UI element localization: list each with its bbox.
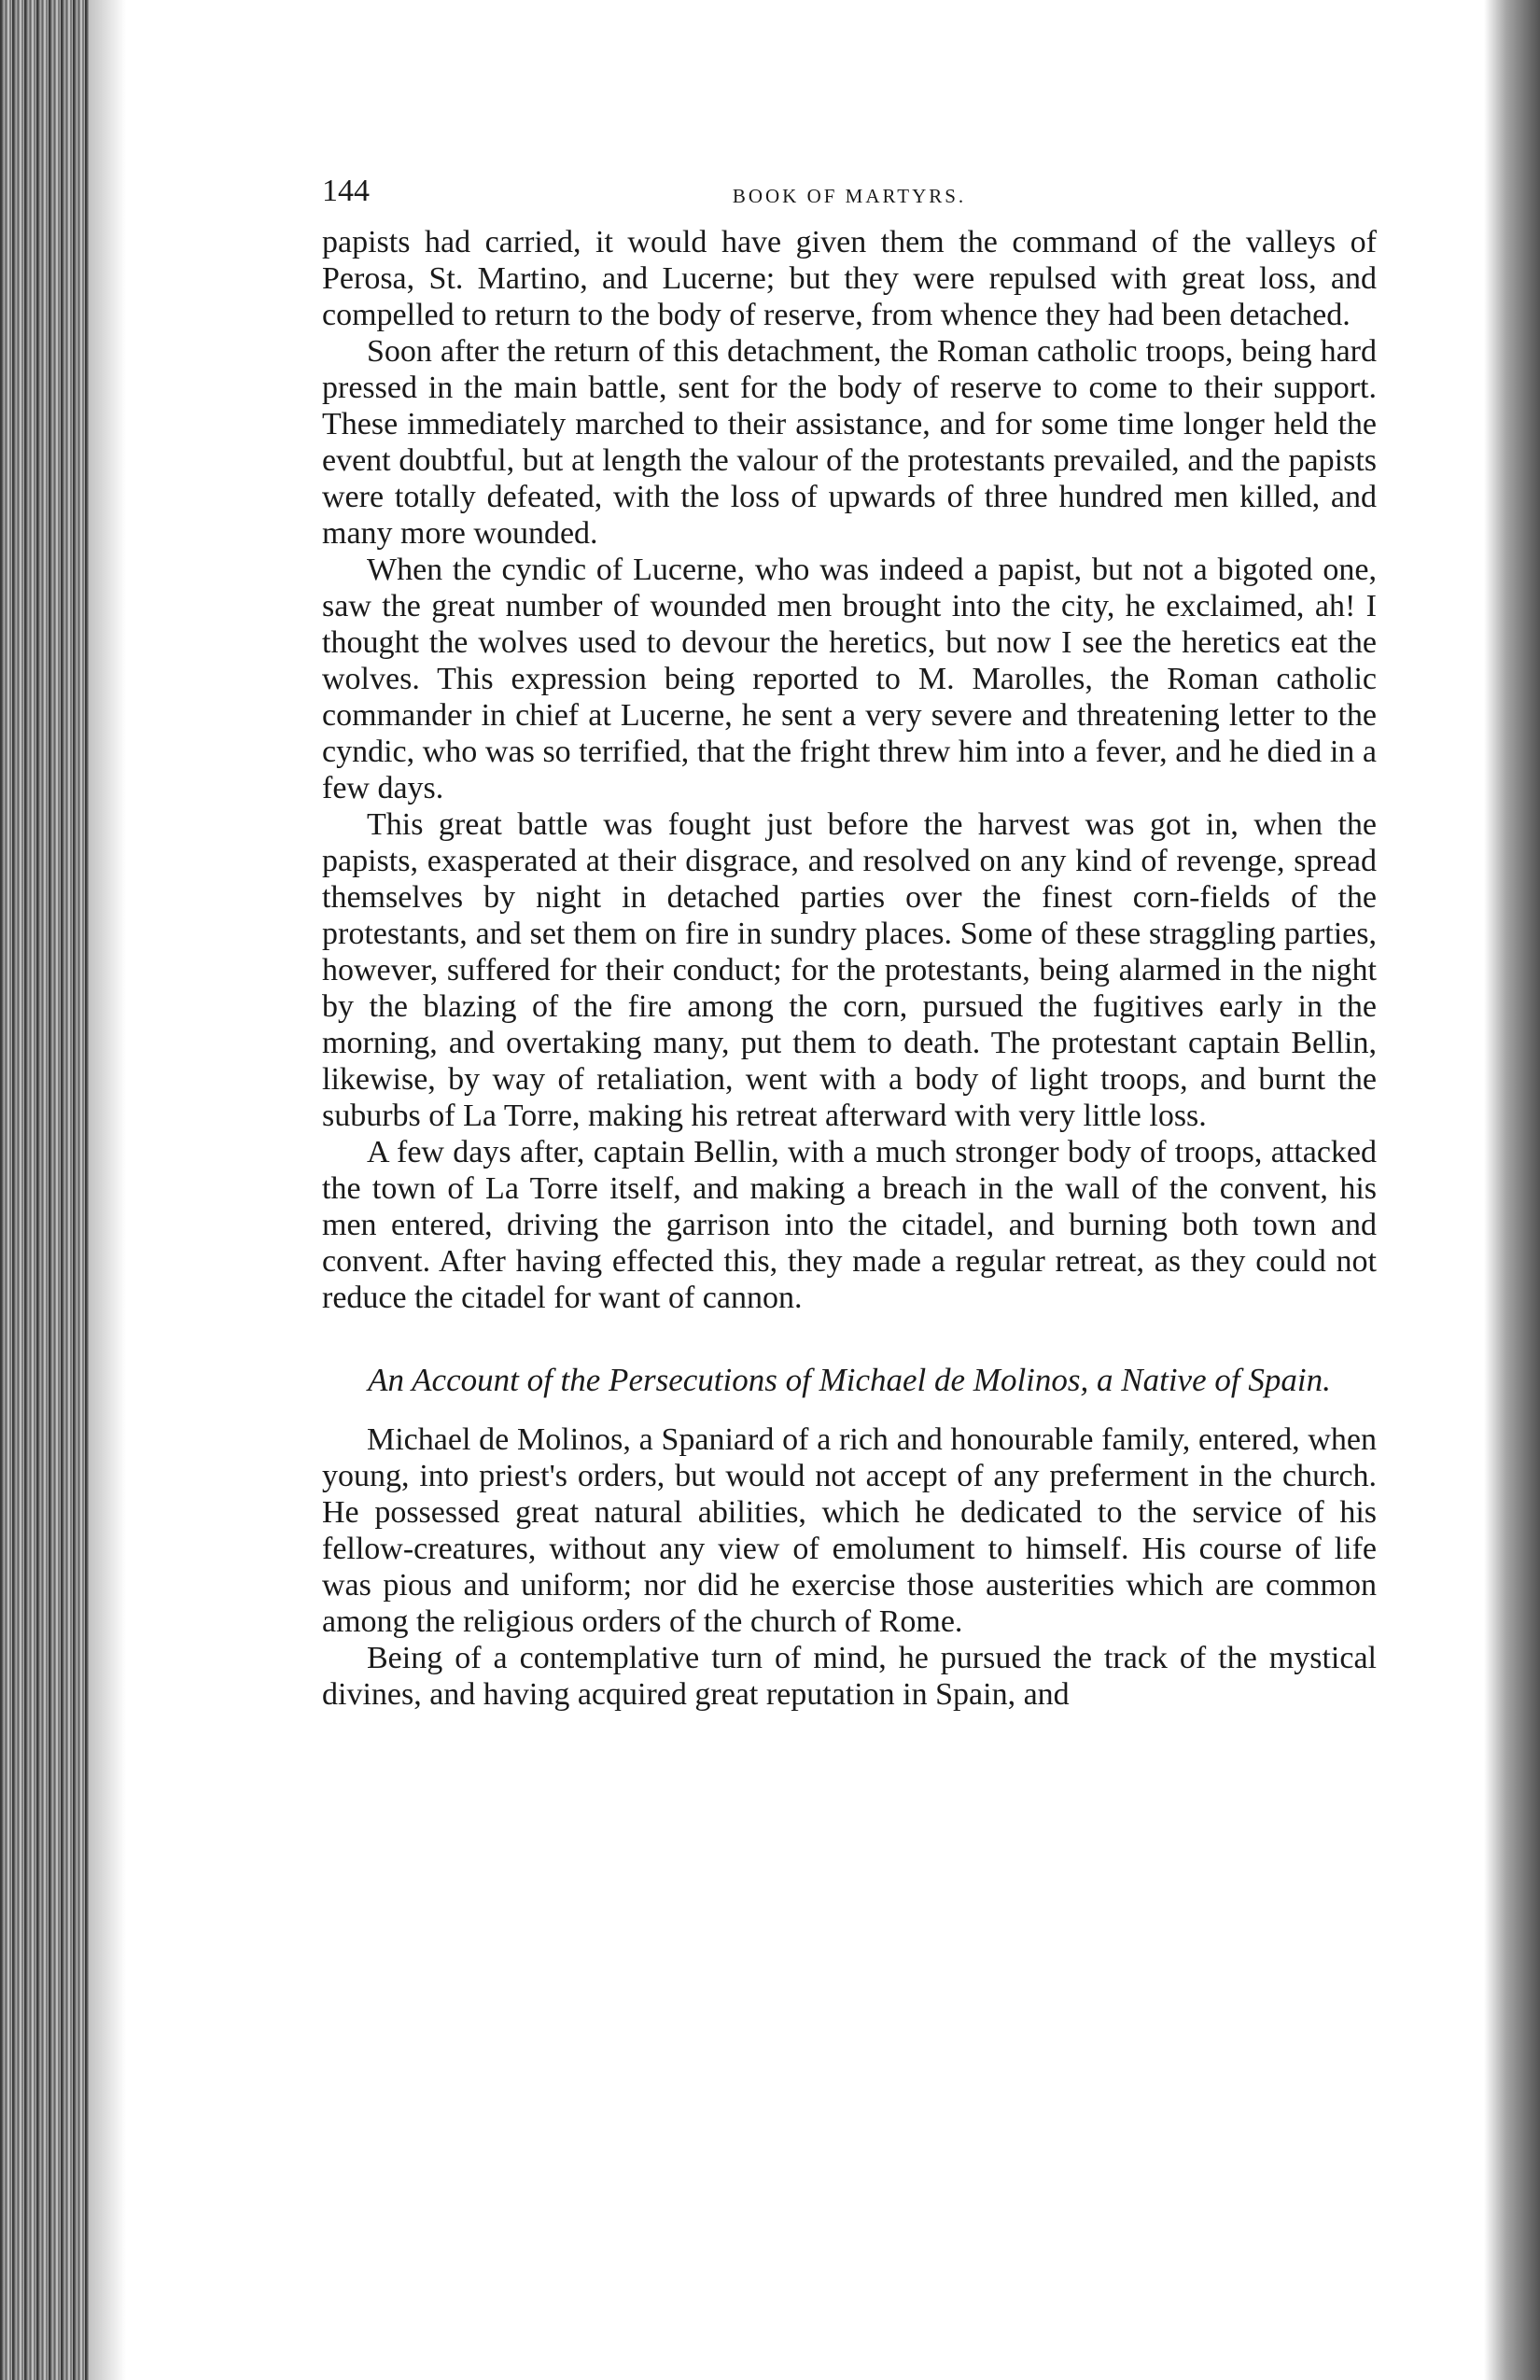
body-text xyxy=(322,224,1377,1316)
paragraph-1: papists had carried, it would have given them the command of the valleys of Perosa, St. Martino, and Lucerne; but they were repulsed with great loss, and compelled to return to the body of reserve, from whence they had been detached. xyxy=(322,225,1377,332)
book-page xyxy=(322,168,1377,1713)
book-binding-shadow xyxy=(0,0,89,2380)
running-head xyxy=(322,168,1377,224)
section-paragraph-2: Being of a contemplative turn of mind, he pursued the track of the mystical divines, and having acquired great reputation in Spain, and xyxy=(322,1641,1377,1712)
section-body-text xyxy=(322,1421,1377,1713)
section-heading: An Account of the Persecutions of Michael de Molinos, a Native of Spain. xyxy=(368,1362,1331,1398)
page-number: 144 xyxy=(322,174,370,208)
paragraph-5: A few days after, captain Bellin, with a much stronger body of troops, attacked the town of La Torre itself, and making a breach in the wall of the convent, his men entered, driving the garrison into the citadel, and burning both town and convent. After having effected this, they made a regular retreat, as they could not reduce the citadel for want of cannon. xyxy=(322,1135,1377,1315)
paragraph-4: This great battle was fought just before the harvest was got in, when the papists, exasperated at their disgrace, and resolved on any kind of revenge, spread themselves by night in detached parties over the finest corn-fields of the protestants, and set them on fire in sundry places. Some of these straggling parties, however, suffered for their conduct; for the protestants, being alarmed in the night by the blazing of the fire among the corn, pursued the fugitives early in the morning, and overtaking many, put them to death. The protestant captain Bellin, likewise, by way of retaliation, went with a body of light troops, and burnt the suburbs of La Torre, making his retreat afterward with very little loss. xyxy=(322,807,1377,1133)
section-paragraph-1: Michael de Molinos, a Spaniard of a rich and honourable family, entered, when young, into priest's orders, but would not accept of any preferment in the church. He possessed great natural abilities, which he dedicated to the service of his fellow-creatures, without any view of emolument to himself. His course of life was pious and uniform; nor did he exercise those austerities which are common among the religious orders of the church of Rome. xyxy=(322,1422,1377,1639)
paragraph-2: Soon after the return of this detachment, the Roman catholic troops, being hard pressed in the main battle, sent for the body of reserve to come to their support. These immediately marched to their assistance, and for some time longer held the event doubtful, but at length the valour of the protestants prevailed, and the papists were totally defeated, with the loss of upwards of three hundred men killed, and many more wounded. xyxy=(322,334,1377,551)
running-title: BOOK OF MARTYRS. xyxy=(732,185,967,207)
binding-gradient xyxy=(89,0,126,2380)
page-edge-shadow xyxy=(1484,0,1540,2380)
paragraph-3: When the cyndic of Lucerne, who was indeed a papist, but not a bigoted one, saw the great number of wounded men brought into the city, he exclaimed, ah! I thought the wolves used to devour the heretics, but now I see the heretics eat the wolves. This expression being reported to M. Marolles, the Roman catholic commander in chief at Lucerne, he sent a very severe and threatening letter to the cyndic, who was so terrified, that the fright threw him into a fever, and he died in a few days. xyxy=(322,553,1377,805)
